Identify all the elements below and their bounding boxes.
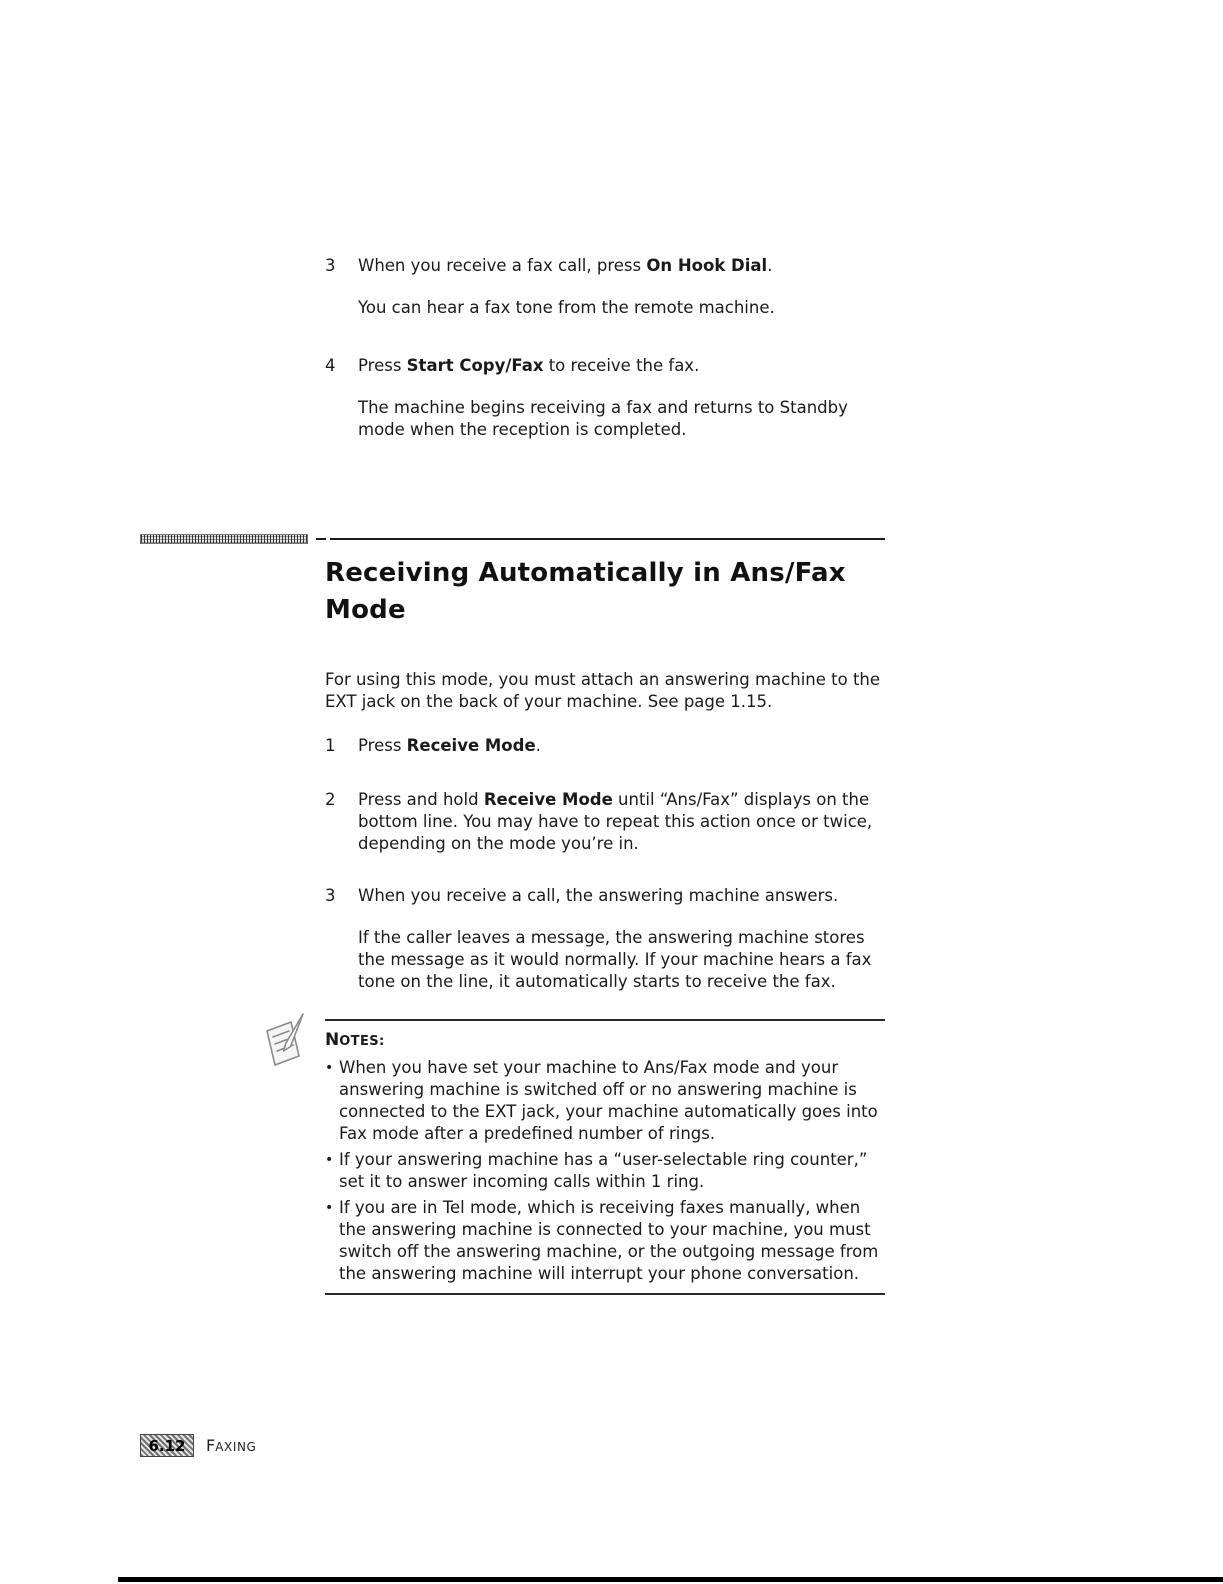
chapter-label-initial: F bbox=[206, 1436, 216, 1455]
notes-top-rule bbox=[325, 1019, 885, 1021]
section-intro: For using this mode, you must attach an answering machine to the EXT jack on the back of your machine. See page 1.15. bbox=[325, 670, 881, 711]
step-2 bbox=[325, 789, 885, 855]
step-4-subtext: The machine begins receiving a fax and returns to Standby mode when the reception is completed. bbox=[358, 398, 848, 439]
page-content bbox=[325, 255, 885, 1295]
step-text-post: to receive the fax. bbox=[543, 356, 700, 375]
bullet-icon: • bbox=[325, 1060, 334, 1076]
note-text: If you are in Tel mode, which is receiving faxes manually, when the answering machine is connected to your machine, you must switch off the answering machine, or the outgoing message from the answering machine will interrupt your phone conversation. bbox=[339, 1198, 879, 1283]
bullet-icon: • bbox=[325, 1200, 334, 1216]
step-text-post: . bbox=[767, 256, 773, 275]
divider-hatch-decoration bbox=[140, 534, 308, 544]
note-item bbox=[325, 1149, 885, 1193]
step-number: 2 bbox=[325, 790, 336, 809]
divider-rule bbox=[330, 538, 885, 540]
page-footer bbox=[140, 1434, 256, 1457]
page-number-badge: 6.12 bbox=[140, 1434, 194, 1457]
note-pencil-icon bbox=[261, 1011, 307, 1071]
note-text: If your answering machine has a “user-selectable ring counter,” set it to answer incoming calls within 1 ring. bbox=[339, 1150, 868, 1191]
step-number: 3 bbox=[325, 256, 336, 275]
step-text-pre: Press and hold bbox=[358, 790, 484, 809]
step-text bbox=[358, 789, 885, 855]
section-steps bbox=[325, 735, 885, 993]
step-text-post: . bbox=[535, 736, 541, 755]
step-4-top bbox=[325, 355, 885, 377]
section-title: Receiving Automatically in Ans/Fax Mode bbox=[325, 558, 846, 625]
bullet-icon: • bbox=[325, 1152, 334, 1168]
step-3-top bbox=[325, 255, 885, 277]
note-item bbox=[325, 1057, 885, 1145]
step-1 bbox=[325, 735, 885, 757]
step-number: 4 bbox=[325, 356, 336, 375]
previous-section-steps bbox=[325, 255, 885, 441]
chapter-label-rest: AXING bbox=[215, 1440, 257, 1454]
step-text bbox=[358, 735, 885, 757]
chapter-label bbox=[206, 1436, 256, 1455]
step-text bbox=[358, 355, 885, 377]
note-item bbox=[325, 1197, 885, 1285]
step-text-pre: When you receive a fax call, press bbox=[358, 256, 647, 275]
notes-bottom-rule bbox=[325, 1293, 885, 1295]
step-text-pre: When you receive a call, the answering machine answers. bbox=[358, 886, 839, 905]
key-name: Start Copy/Fax bbox=[406, 356, 544, 375]
divider-dash bbox=[316, 538, 326, 540]
key-name: On Hook Dial bbox=[646, 256, 768, 275]
step-number: 3 bbox=[325, 886, 336, 905]
step-text-pre: Press bbox=[358, 736, 407, 755]
scan-edge-artifact bbox=[118, 1577, 1223, 1582]
step-text bbox=[358, 885, 885, 907]
notes-block bbox=[325, 1019, 885, 1295]
section-divider bbox=[140, 533, 885, 545]
step-3 bbox=[325, 885, 885, 907]
step-text-pre: Press bbox=[358, 356, 407, 375]
notes-label-initial: N bbox=[325, 1030, 340, 1050]
step-3-subtext: If the caller leaves a message, the answering machine stores the message as it would normally. If your machine hears a fax tone on the line, it automatically starts to receive the fax. bbox=[358, 928, 872, 991]
note-text: When you have set your machine to Ans/Fax mode and your answering machine is switched off or no answering machine is connected to the EXT jack, your machine automatically goes into Fax mode after a predefined number of rings. bbox=[339, 1058, 878, 1143]
step-text-post: until “Ans/Fax” displays on the bottom line. You may have to repeat this action once or twice, depending on the mode you’re in. bbox=[358, 790, 873, 853]
notes-list bbox=[325, 1057, 885, 1285]
step-text bbox=[358, 255, 885, 277]
notes-label bbox=[325, 1029, 885, 1053]
step-3-subtext: You can hear a fax tone from the remote machine. bbox=[358, 298, 775, 317]
step-number: 1 bbox=[325, 736, 336, 755]
key-name: Receive Mode bbox=[406, 736, 536, 755]
notes-label-rest: OTES: bbox=[339, 1034, 385, 1049]
key-name: Receive Mode bbox=[483, 790, 613, 809]
